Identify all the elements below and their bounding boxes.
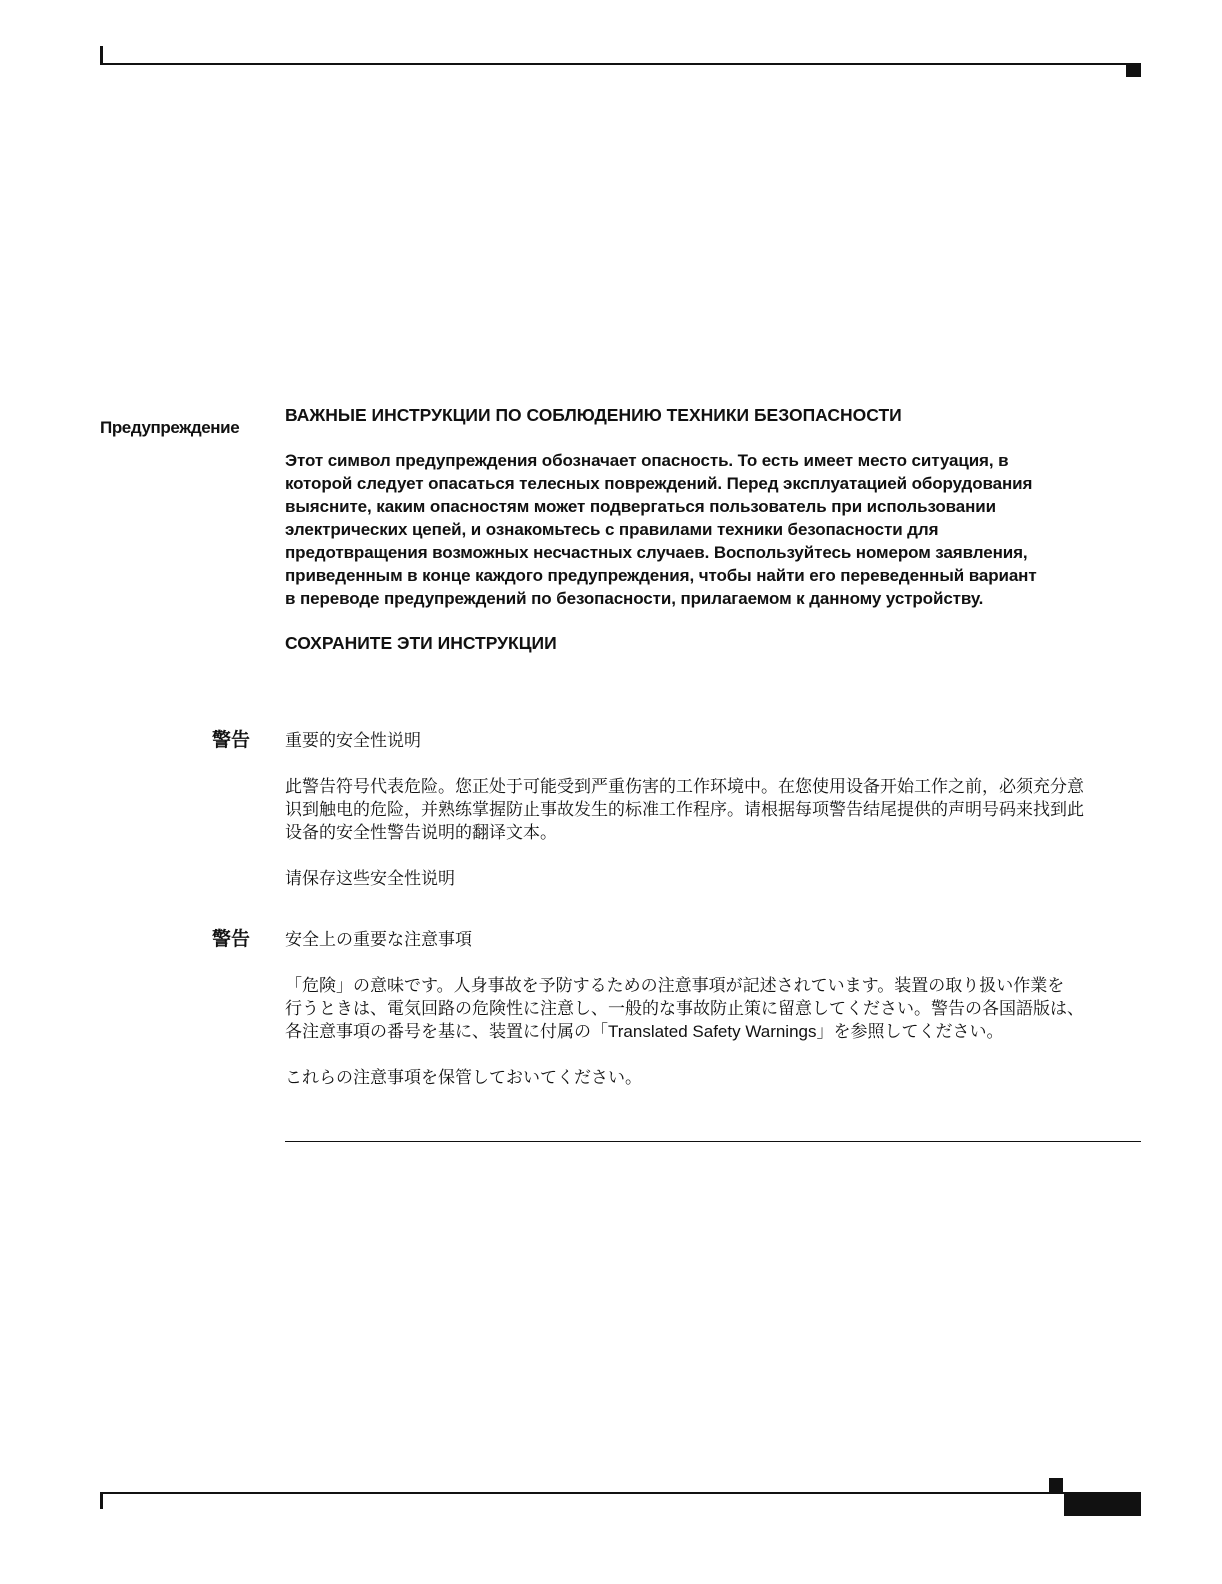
warning-text-line: 「危険」の意味です。人身事故を予防するための注意事項が記述されています。装置の取り扱い作業を [285,976,1065,995]
header-corner-square [1126,63,1141,77]
warning-text-line: в переводе предупреждений по безопасности, прилагаемом к данному устройству. [285,589,984,608]
warning-label: Предупреждение [100,418,240,437]
warning-title: 重要的安全性说明 [285,731,421,750]
warning-text-line: 此警告符号代表危险。您正处于可能受到严重伤害的工作环境中。在您使用设备开始工作之前，必须充分意 [285,777,1084,796]
warning-body [285,928,1145,1089]
header-tick-mark [100,46,103,64]
warning-text-line: 各注意事項の番号を基に、装置に付属の「Translated Safety Warnings」を参照してください。 [285,1022,1004,1041]
warning-text [285,775,1145,844]
warning-text-line: Этот символ предупреждения обозначает опасность. То есть имеет место ситуация, в [285,451,1009,470]
footer-corner-square [1049,1478,1063,1492]
warning-text-line: предотвращения возможных несчастных случаев. Воспользуйтесь номером заявления, [285,543,1028,562]
footer-tick-mark [100,1492,103,1509]
footer-rule [100,1492,1141,1494]
warning-body [285,729,1145,890]
warning-save-instructions: これらの注意事項を保管しておいてください。 [285,1068,642,1087]
warning-text [285,449,1145,610]
warning-text [285,974,1145,1043]
warning-title: 安全上の重要な注意事項 [285,930,472,949]
warning-text-line: 识到触电的危险，并熟练掌握防止事故发生的标准工作程序。请根据每项警告结尾提供的声明号码来找到此 [285,800,1084,819]
warning-text-line: 设备的安全性警告说明的翻译文本。 [285,823,557,842]
warning-save-instructions: СОХРАНИТЕ ЭТИ ИНСТРУКЦИИ [285,633,557,653]
warning-text-line: 行うときは、電気回路の危険性に注意し、一般的な事故防止策に留意してください。警告の各国語版は、 [285,999,1084,1018]
header-rule [100,63,1126,65]
warning-label: 警告 [211,929,250,950]
warning-text-line: выясните, каким опасностям может подвергаться пользователь при использовании [285,497,997,516]
warning-text-line: которой следует опасаться телесных повреждений. Перед эксплуатацией оборудования [285,474,1033,493]
warning-text-line: электрических цепей, и ознакомьтесь с правилами техники безопасности для [285,520,939,539]
warning-save-instructions: 请保存这些安全性说明 [285,869,455,888]
section-end-rule [285,1141,1141,1142]
warning-text-line: приведенным в конце каждого предупреждения, чтобы найти его переведенный вариант [285,566,1037,585]
warning-label: 警告 [211,730,250,751]
footer-page-tab [1064,1494,1141,1516]
warning-body [285,404,1145,655]
warning-title: ВАЖНЫЕ ИНСТРУКЦИИ ПО СОБЛЮДЕНИЮ ТЕХНИКИ БЕЗОПАСНОСТИ [285,405,902,425]
